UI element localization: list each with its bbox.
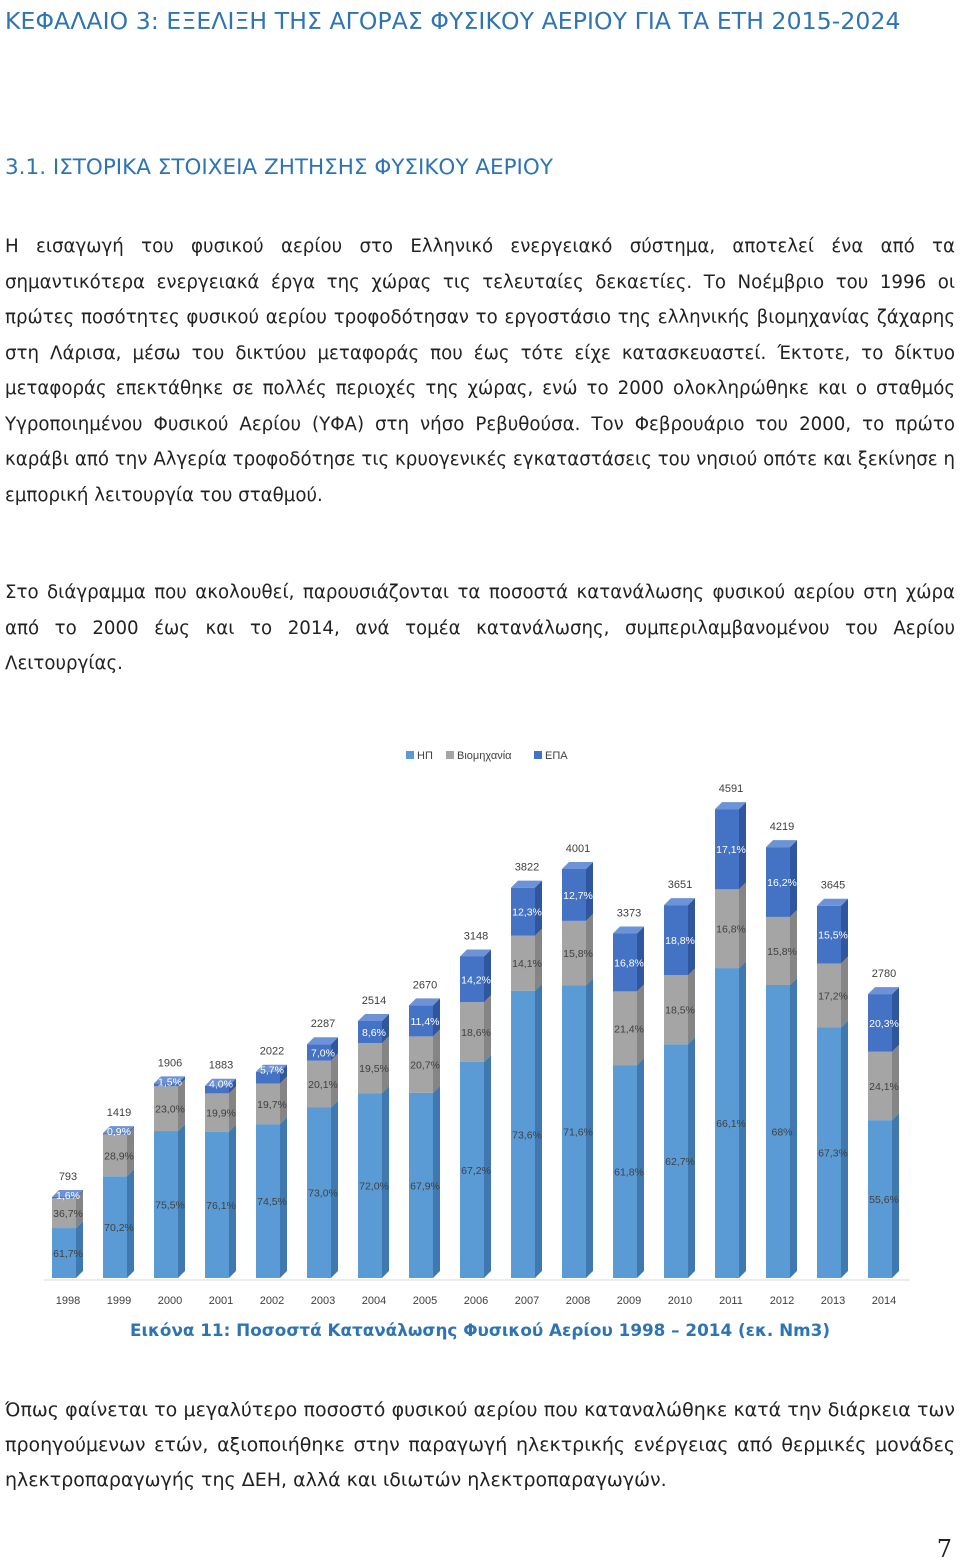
data-label-1998-2: 1,6% [56,1190,80,1203]
legend-label-2: ΕΠΑ [545,750,568,762]
total-label-2001: 1883 [208,1059,234,1072]
tick-label-2011: 2011 [719,1295,743,1307]
data-label-1998-0: 61,7% [53,1248,83,1261]
chapter-title: ΚΕΦΑΛΑΙΟ 3: ΕΞΕΛΙΞΗ ΤΗΣ ΑΓΟΡΑΣ ΦΥΣΙΚΟΥ ΑΕΡΙΟΥ ΓΙΑ ΤΑ ΕΤΗ 2015-2024 [5,7,901,35]
data-label-2006-0: 67,2% [461,1164,491,1177]
data-label-2002-1: 19,7% [257,1098,287,1111]
tick-label-2012: 2012 [769,1295,795,1307]
data-label-2014-1: 24,1% [869,1080,899,1093]
tick-label-2004: 2004 [361,1295,387,1307]
data-label-2012-0: 68% [771,1126,793,1139]
data-label-2011-1: 16,8% [716,923,746,936]
data-label-2000-0: 75,5% [155,1199,185,1212]
tick-label-2006: 2006 [463,1295,489,1307]
data-label-2003-0: 73,0% [308,1187,338,1200]
total-label-1999: 1419 [106,1107,132,1120]
total-label-2000: 1906 [157,1057,183,1070]
legend-label-1: Βιομηχανία [457,750,512,762]
data-label-1999-1: 28,9% [104,1150,134,1163]
legend-label-0: ΗΠ [417,750,433,762]
data-label-2005-1: 20,7% [410,1059,440,1072]
total-label-2009: 3373 [616,907,642,920]
data-label-2012-1: 15,8% [767,945,797,958]
legend-swatch-1 [446,751,454,759]
data-label-2005-2: 11,4% [410,1015,440,1028]
conclusion-paragraph: Όπως φαίνεται το μεγαλύτερο ποσοστό φυσικού αερίου που καταναλώθηκε κατά την διάρκεια των προηγούμενων ετών, αξιοποιήθηκε στην παραγωγή ηλεκτρικής ενέργειας από θερμικές μονάδες ηλεκτροπαραγωγής της ΔΕΗ, αλλά και ιδιωτών ηλεκτροπαραγωγών. [5,1399,955,1491]
data-label-2009-1: 21,4% [614,1023,644,1036]
tick-label-2010: 2010 [667,1295,693,1307]
data-label-2010-0: 62,7% [665,1156,695,1169]
tick-label-2000: 2000 [157,1295,183,1307]
total-label-2002: 2022 [259,1045,285,1058]
data-label-2004-2: 8,6% [362,1027,386,1040]
data-label-2009-2: 16,8% [614,957,644,970]
tick-label-2002: 2002 [259,1295,285,1307]
legend-swatch-0 [406,751,414,759]
data-label-2001-0: 76,1% [206,1199,236,1212]
tick-label-1998: 1998 [55,1295,81,1307]
data-label-2004-0: 72,0% [359,1180,389,1193]
total-label-2008: 4001 [565,842,591,855]
total-label-2014: 2780 [871,968,897,981]
data-label-2006-1: 18,6% [461,1027,491,1040]
data-label-2000-2: 1,5% [158,1076,182,1089]
consumption-chart [40,738,920,1318]
total-label-2007: 3822 [514,861,540,874]
data-label-1999-0: 70,2% [104,1222,134,1235]
tick-label-2009: 2009 [616,1295,642,1307]
data-label-2011-2: 17,1% [716,844,746,857]
tick-label-2001: 2001 [208,1295,234,1307]
intro-paragraph: Η εισαγωγή του φυσικού αερίου στο Ελληνικό ενεργειακό σύστημα, αποτελεί ένα από τα σημαντικότερα ενεργειακά έργα της χώρας τις τελευταίες δεκαετίες. Το Νοέμβριο του 1996 οι πρώτες ποσότητες φυσικού αερίου τροφοδότησαν το εργοστάσιο της ελληνικής βιομηχανίας ζάχαρης στη Λάρισα, μέσω του δικτύου μεταφοράς που έως τότε είχε κατασκευαστεί. Έκτοτε, το δίκτυο μεταφοράς επεκτάθηκε σε πολλές περιοχές της χώρας, ενώ το 2000 ολοκληρώθηκε και ο σταθμός Υγροποιημένου Φυσικού Αερίου (ΥΦΑ) στη νήσο Ρεβυθούσα. Τον Φεβρουάριο του 2000, το πρώτο καράβι από την Αλγερία τροφοδότησε τις κρυογενικές εγκαταστάσεις του νησιού οπότε και ξεκίνησε η εμπορική λειτουργία του σταθμού. [5,236,955,506]
page-number: 7 [936,1535,952,1563]
figure-caption: Εικόνα 11: Ποσοστά Κατανάλωσης Φυσικού Αερίου 1998 – 2014 (εκ. Nm3) [130,1320,830,1340]
total-label-1998: 793 [58,1171,78,1184]
total-label-2011: 4591 [718,783,744,796]
total-label-2003: 2287 [310,1018,336,1031]
data-label-2012-2: 16,2% [767,877,797,890]
legend-swatch-2 [534,751,542,759]
data-label-2005-0: 67,9% [410,1180,440,1193]
data-label-2001-1: 19,9% [206,1107,236,1120]
tick-label-2014: 2014 [871,1295,897,1307]
data-label-2013-2: 15,5% [818,929,848,942]
data-label-2003-1: 20,1% [308,1079,338,1092]
data-label-2010-1: 18,5% [665,1004,695,1017]
total-label-2004: 2514 [361,994,387,1007]
data-label-2002-0: 74,5% [257,1196,287,1209]
data-label-2000-1: 23,0% [155,1103,185,1116]
data-label-2013-0: 67,3% [818,1147,848,1160]
chart-svg [40,738,920,1318]
data-label-2003-2: 7,0% [311,1047,335,1060]
data-label-2014-2: 20,3% [869,1017,899,1030]
data-label-2007-0: 73,6% [512,1129,542,1142]
tick-label-1999: 1999 [106,1295,132,1307]
tick-label-2007: 2007 [514,1295,540,1307]
tick-label-2013: 2013 [820,1295,846,1307]
data-label-1999-2: 0,9% [107,1126,131,1139]
total-label-2005: 2670 [412,979,438,992]
data-label-2007-1: 14,1% [512,958,542,971]
chart-intro-paragraph: Στο διάγραμμα που ακολουθεί, παρουσιάζονται τα ποσοστά κατανάλωσης φυσικού αερίου στη χώρα από το 2000 έως και το 2014, ανά τομέα κατανάλωσης, συμπεριλαμβανομένου του Αερίου Λειτουργίας. [5,582,955,674]
data-label-2002-2: 5,7% [260,1064,284,1077]
data-label-2011-0: 66,1% [716,1118,746,1131]
total-label-2013: 3645 [820,879,846,892]
data-label-2001-2: 4,0% [209,1078,233,1091]
data-label-1998-1: 36,7% [53,1208,83,1221]
data-label-2013-1: 17,2% [818,990,848,1003]
section-title: 3.1. ΙΣΤΟΡΙΚΑ ΣΤΟΙΧΕΙΑ ΖΗΤΗΣΗΣ ΦΥΣΙΚΟΥ ΑΕΡΙΟΥ [5,155,553,180]
tick-label-2003: 2003 [310,1295,336,1307]
data-label-2008-1: 15,8% [563,948,593,961]
data-label-2008-0: 71,6% [563,1126,593,1139]
data-label-2004-1: 19,5% [359,1063,389,1076]
data-label-2010-2: 18,8% [665,935,695,948]
total-label-2010: 3651 [667,879,693,892]
tick-label-2008: 2008 [565,1295,591,1307]
total-label-2006: 3148 [463,930,489,943]
data-label-2009-0: 61,8% [614,1166,644,1179]
data-label-2007-2: 12,3% [512,906,542,919]
data-label-2008-2: 12,7% [563,889,593,902]
data-label-2014-0: 55,6% [869,1194,899,1207]
data-label-2006-2: 14,2% [461,974,491,987]
tick-label-2005: 2005 [412,1295,438,1307]
total-label-2012: 4219 [769,821,795,834]
